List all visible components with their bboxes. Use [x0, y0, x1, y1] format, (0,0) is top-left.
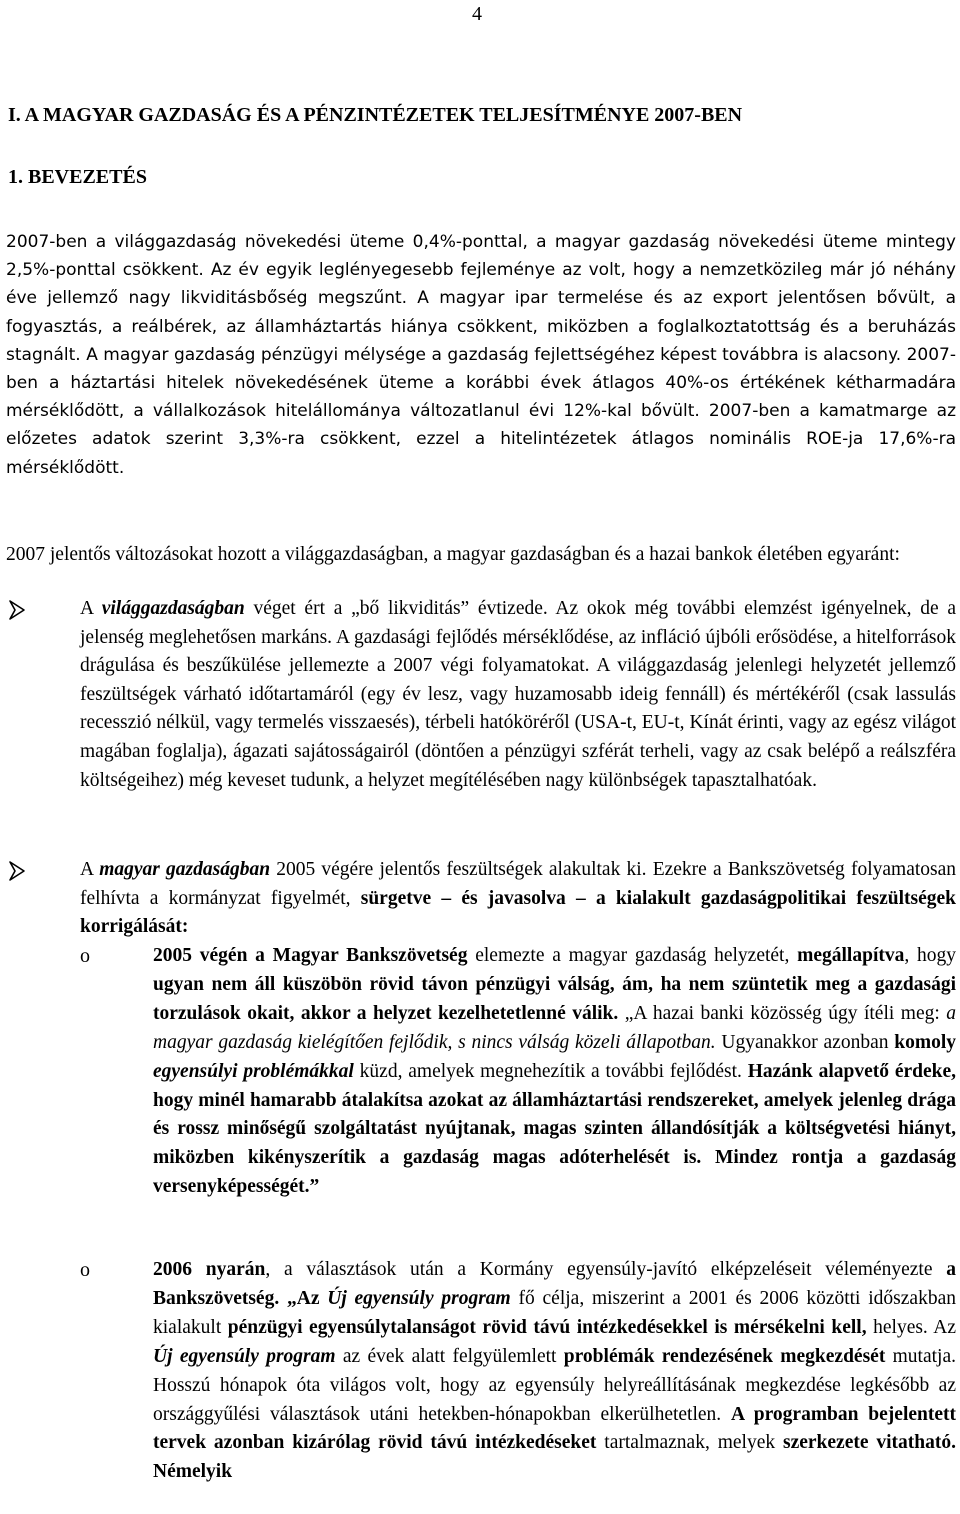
sub-text: tartalmaznak, melyek	[596, 1432, 783, 1454]
sub-bold: Hazánk alapvető érdeke, hogy minél hamarabb átalakítsa azokat az államháztartási rendszereket, amelyek jelenleg drága és rossz minőségű szolgáltatást nyújtanak, magas szinten állandósítják a költségvetési hiányt, miközben kikényszerítik a gazdaság magas adóterhelését is. Mindez rontja a gazdaság versenyképességét.”	[153, 1060, 956, 1198]
changes-paragraph-line2: életében egyaránt:	[757, 544, 900, 565]
bullet-emphasis: magyar gazdaságban	[99, 859, 271, 880]
sub-text: mutatja. Hosszú hónapok óta világos volt, hogy az egyensúly helyreállításának megkezdése legkésőbb az országgyűlési választások utáni hetekben-hónapokban elkerülhetetlen.	[153, 1345, 956, 1425]
sub-bold: pénzügyi egyensúlytalanságot rövid távú intézkedésekkel is mérsékelni kell,	[227, 1316, 867, 1338]
page-number: 4	[472, 3, 482, 25]
bullet-text: A	[80, 859, 100, 880]
sub-bold: szerkezete vitatható. Némelyik	[153, 1432, 956, 1483]
sub-bold-italic: Új egyensúly program	[327, 1287, 511, 1309]
bullet-hungarian-economy	[80, 856, 956, 942]
sub-text: elemezte a magyar gazdaság helyzetét,	[467, 945, 798, 966]
changes-paragraph	[6, 541, 956, 570]
sub-bold-italic: Új egyensúly program	[153, 1345, 336, 1367]
arrow-bullet-icon	[8, 860, 26, 882]
sub-bold: 2006 nyarán	[153, 1259, 266, 1280]
sub-bold: 2005 végén a Magyar Bankszövetség	[153, 945, 468, 966]
sub-bullet-2005	[153, 942, 956, 1202]
sub-bullet-marker: o	[80, 1259, 90, 1281]
bullet-world-economy	[80, 595, 956, 795]
sub-text: fő célja, miszerint a 2001 és 2006 közötti időszakban kialakult	[153, 1287, 956, 1338]
sub-bullet-marker: o	[80, 945, 90, 967]
arrow-bullet-icon	[8, 599, 26, 621]
sub-italic: a magyar gazdaság kielégítően fejlődik, s nincs válság közeli állapotban.	[153, 1002, 956, 1053]
sub-bold-italic: egyensúlyi problémákkal	[153, 1060, 354, 1082]
sub-bold: A programban bejelentett tervek azonban kizárólag rövid távú intézkedéseket	[153, 1403, 956, 1454]
bullet-emphasis: világgazdaságban	[101, 598, 245, 619]
bullet-text: A	[80, 598, 102, 619]
changes-paragraph-line1: 2007 jelentős változásokat hozott a világgazdaságban, a magyar gazdaságban és a hazai bankok	[6, 544, 753, 565]
sub-bold: komoly	[894, 1031, 956, 1053]
bullet-text: véget ért a „bő likviditás” évtizede. Az okok még további elemzést igényelnek, de a jelenség meglehetősen markáns. A gazdasági fejlődés mérséklődése, az infláció újbóli erősödése, a hitelforrások drágulása és beszűkülése jellemezte a 2007 végi folyamatokat. A világgazdaság jelenlegi helyzetét jellemző feszültségek várható időtartamáról (egy év lesz, vagy huzamosabb ideig fennáll) és mértékéről (csak lassulás recesszió nélkül, vagy termelés visszaesés), térbeli hatóköréről (USA-t, EU-t, Kínát érinti, vagy az egész világot magában foglalja), ágazati sajátosságairól (döntően a pénzügyi szférát terheli, vagy az csak belépő a reálszféra költségeihez) még keveset tudunk, a helyzet megítélésében nagy különbségek tapasztalhatóak.	[80, 598, 956, 791]
sub-text: , hogy	[904, 945, 956, 966]
sub-bold: a Bankszövetség. „Az	[153, 1259, 956, 1309]
sub-text: helyes. Az	[866, 1316, 956, 1338]
bullet-text: 2005 végére jelentős feszültségek alakultak ki. Ezekre a Bankszövetség folyamatosan felhívta a kormányzat figyelmét,	[80, 859, 957, 909]
intro-paragraph: 2007-ben a világgazdaság növekedési üteme 0,4%-ponttal, a magyar gazdaság növekedési üteme mintegy 2,5%-ponttal csökkent. Az év egyik leglényegesebb fejleménye az volt, hogy a nemzetközileg már jó néhány éve jellemző nagy likviditásbőség megszűnt. A magyar ipar termelése és az export jelentősen bővült, a fogyasztás, a reálbérek, az államháztartás hiánya csökkent, miközben a foglalkoztatottság és a beruházás stagnált. A magyar gazdaság pénzügyi mélysége a gazdaság fejlettségéhez képest továbbra is alacsony. 2007-ben a háztartási hitelek növekedésének üteme a korábbi évek átlagos 40%-os értékének kétharmadára mérséklődött, a vállalkozások hitelállománya változatlanul évi 12%-kal bővült. 2007-ben a kamatmarge az előzetes adatok szerint 3,3%-ra csökkent, ezzel a hitelintézetek átlagos nominális ROE-ja 17,6%-ra mérséklődött.	[6, 232, 956, 478]
sub-text: , a választások után a Kormány egyensúly-javító elképzeléseit véleményezte	[265, 1259, 947, 1280]
sub-bullet-2006	[153, 1256, 956, 1487]
chapter-heading: I. A MAGYAR GAZDASÁG ÉS A PÉNZINTÉZETEK TELJESÍTMÉNYE 2007-BEN	[8, 104, 743, 126]
sub-bold: ugyan nem áll küszöbön rövid távon pénzügyi válság, ám, ha nem szüntetik meg a gazdasági torzulások okait, akkor a helyzet kezelhetetlenné válik.	[153, 973, 956, 1024]
sub-text: Ugyanakkor azonban	[715, 1031, 895, 1053]
sub-bold: megállapítva	[797, 945, 905, 966]
section-heading: 1. BEVEZETÉS	[8, 166, 147, 188]
bullet-bold-text: sürgetve – és javasolva – a kialakult gazdaságpolitikai feszültségek korrigálását:	[80, 887, 956, 938]
sub-text: az évek alatt felgyülemlett	[335, 1345, 564, 1367]
sub-text: küzd, amelyek megnehezítik a további fejlődést.	[353, 1060, 748, 1082]
sub-text: „A hazai banki közösség úgy ítéli meg:	[618, 1002, 947, 1024]
sub-bold: problémák rendezésének megkezdését	[563, 1345, 886, 1367]
